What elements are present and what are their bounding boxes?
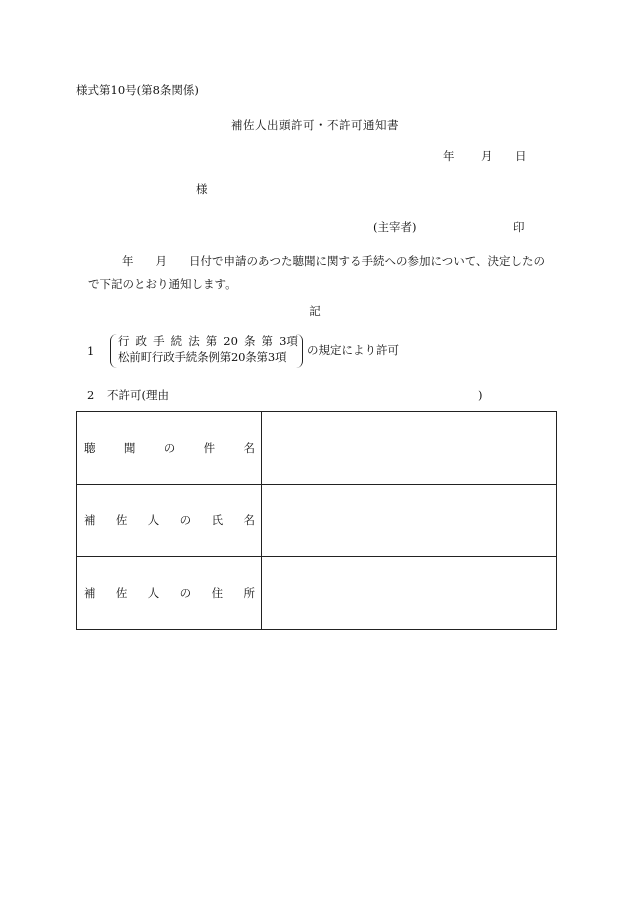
label-char: 氏: [211, 513, 224, 528]
item1-option-law-char: 続: [170, 334, 183, 348]
body-year: 年: [122, 254, 134, 268]
label-char: 住: [211, 586, 224, 601]
table-label-hearing-case: [77, 412, 262, 485]
date-month-label: 月: [481, 149, 493, 163]
item1-option-law-char: 3項: [279, 334, 298, 348]
date-day-label: 日: [515, 149, 527, 163]
row-label: [84, 585, 255, 601]
table-label-assistant-address: [77, 557, 262, 630]
info-table: [76, 411, 557, 630]
notice-body: [88, 250, 554, 296]
label-char: 人: [147, 513, 160, 528]
label-char: の: [163, 440, 176, 455]
label-char: 名: [243, 440, 255, 455]
item1-option-law-char: 第: [205, 334, 218, 348]
label-char: 聞: [123, 440, 136, 455]
ki-heading: 記: [309, 304, 321, 318]
table-value-assistant-name[interactable]: [262, 484, 557, 557]
item1-option-law-char: 第: [261, 334, 274, 348]
label-char: 補: [84, 513, 96, 528]
item2-number: 2: [87, 388, 95, 402]
item2-close-paren: ): [478, 388, 483, 402]
label-char: の: [179, 586, 192, 601]
item1-option-law-char: 政: [135, 334, 148, 348]
label-char: 所: [243, 586, 255, 601]
document-title: 補佐人出頭許可・不許可通知書: [231, 118, 399, 132]
item1-option-law: [118, 335, 298, 349]
item1-option-law-char: 法: [188, 334, 200, 348]
row-label: [84, 512, 255, 528]
label-char: 名: [243, 513, 255, 528]
item1-suffix: の規定により許可: [307, 343, 399, 357]
seal-mark: 印: [513, 220, 525, 234]
label-char: の: [179, 513, 192, 528]
label-char: 佐: [115, 586, 128, 601]
item1-number: 1: [87, 344, 95, 358]
table-value-hearing-case[interactable]: [262, 412, 557, 485]
label-char: 件: [203, 440, 216, 455]
row-label: [84, 440, 255, 456]
label-char: 補: [84, 586, 96, 601]
label-char: 聴: [84, 440, 96, 455]
date-year-label: 年: [443, 149, 455, 163]
item2-label: 不許可(理由: [107, 388, 169, 402]
item1-option-law-char: 20: [223, 334, 238, 348]
table-row: [77, 557, 557, 630]
table-value-assistant-address[interactable]: [262, 557, 557, 630]
label-char: 人: [147, 586, 160, 601]
body-text: 日付で申請のあつた聴聞に関する手続への参加について、決定したので下記のとおり通知します。: [88, 254, 546, 291]
form-number: 様式第10号(第8条関係): [76, 83, 199, 97]
item1-option-law-char: 手: [153, 334, 165, 348]
item1-option-law-char: 行: [118, 334, 130, 348]
addressee-suffix: 様: [196, 182, 208, 196]
table-row: [77, 412, 557, 485]
table-label-assistant-name: [77, 484, 262, 557]
label-char: 佐: [115, 513, 128, 528]
item1-option-law-char: 条: [243, 334, 256, 348]
sender-role: (主宰者): [373, 220, 417, 234]
body-month: 月: [155, 254, 167, 268]
item1-option-ordinance: 松前町行政手続条例第20条第3項: [118, 350, 287, 364]
table-row: [77, 484, 557, 557]
